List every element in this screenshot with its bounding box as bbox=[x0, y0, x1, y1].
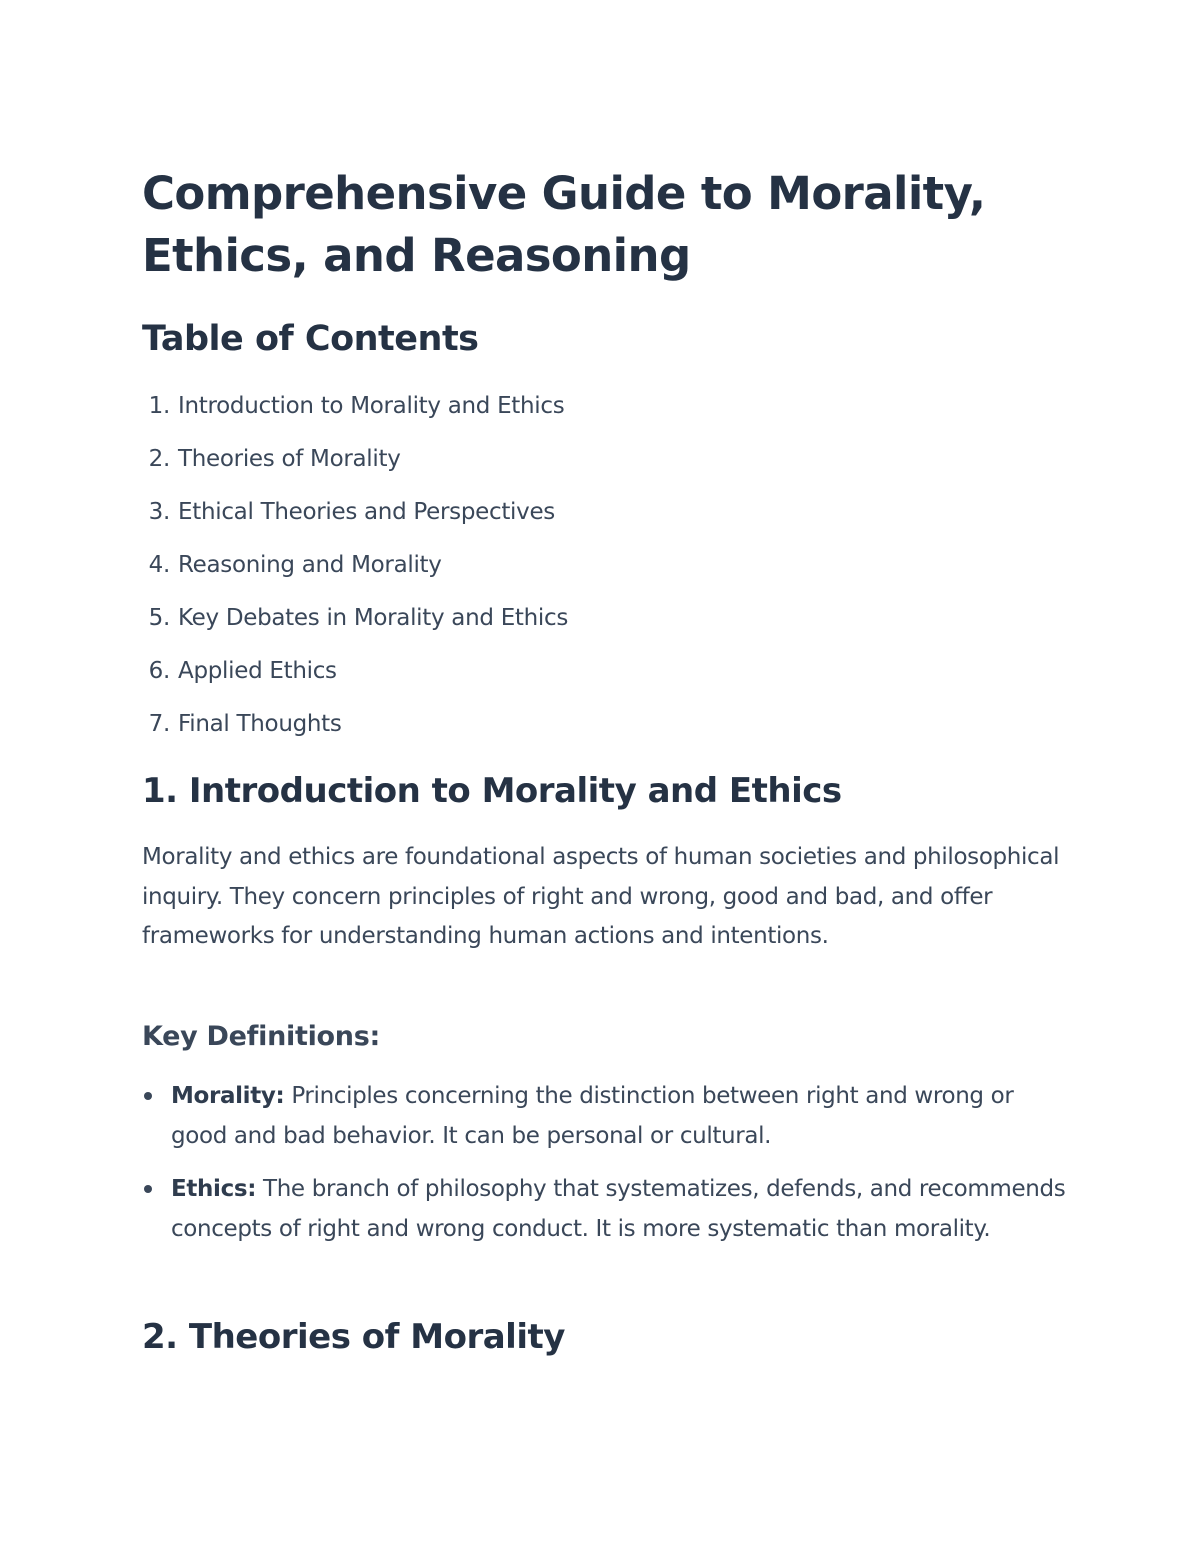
toc-item[interactable] bbox=[142, 703, 568, 756]
bullet-icon bbox=[144, 1092, 152, 1100]
toc-item[interactable] bbox=[142, 385, 568, 438]
definition-item-ethics bbox=[142, 1170, 1067, 1249]
document-title: Comprehensive Guide to Morality, Ethics, and Reasoning bbox=[142, 167, 986, 282]
toc-item-label: Ethical Theories and Perspectives bbox=[178, 499, 555, 525]
definitions-list bbox=[142, 1077, 1067, 1263]
definition-text: The branch of philosophy that systematizes, defends, and recommends concepts of right and wrong conduct. It is more systematic than morality. bbox=[171, 1176, 1066, 1242]
toc-item[interactable] bbox=[142, 491, 568, 544]
toc-item-label: Final Thoughts bbox=[178, 711, 342, 737]
toc-item-number: 6. bbox=[148, 658, 170, 684]
toc-item-number: 5. bbox=[148, 605, 170, 631]
section-heading-theories: 2. Theories of Morality bbox=[142, 1317, 565, 1357]
definition-text: Principles concerning the distinction between right and wrong or good and bad behavior. It can be personal or cultural. bbox=[171, 1083, 1014, 1149]
toc-item-number: 3. bbox=[148, 499, 170, 525]
bullet-icon bbox=[144, 1185, 152, 1193]
definition-term: Ethics: bbox=[171, 1176, 257, 1202]
table-of-contents bbox=[142, 385, 568, 756]
toc-item[interactable] bbox=[142, 438, 568, 491]
toc-item-number: 4. bbox=[148, 552, 170, 578]
toc-item-label: Theories of Morality bbox=[178, 446, 401, 472]
intro-paragraph: Morality and ethics are foundational aspects of human societies and philosophical inquiry. They concern principles of right and wrong, good and bad, and offer frameworks for understanding human actions and intentions. bbox=[142, 844, 1060, 949]
toc-item-number: 2. bbox=[148, 446, 170, 472]
toc-item-label: Key Debates in Morality and Ethics bbox=[178, 605, 569, 631]
toc-item-label: Reasoning and Morality bbox=[178, 552, 442, 578]
toc-item[interactable] bbox=[142, 544, 568, 597]
definition-item-morality bbox=[142, 1077, 1067, 1156]
key-definitions-heading: Key Definitions: bbox=[142, 1021, 380, 1052]
toc-item[interactable] bbox=[142, 650, 568, 703]
toc-item-label: Applied Ethics bbox=[178, 658, 337, 684]
toc-item-label: Introduction to Morality and Ethics bbox=[178, 393, 565, 419]
toc-item[interactable] bbox=[142, 597, 568, 650]
toc-heading: Table of Contents bbox=[142, 319, 479, 359]
section-heading-introduction: 1. Introduction to Morality and Ethics bbox=[142, 771, 842, 811]
toc-item-number: 1. bbox=[148, 393, 170, 419]
definition-term: Morality: bbox=[171, 1083, 285, 1109]
toc-item-number: 7. bbox=[148, 711, 170, 737]
